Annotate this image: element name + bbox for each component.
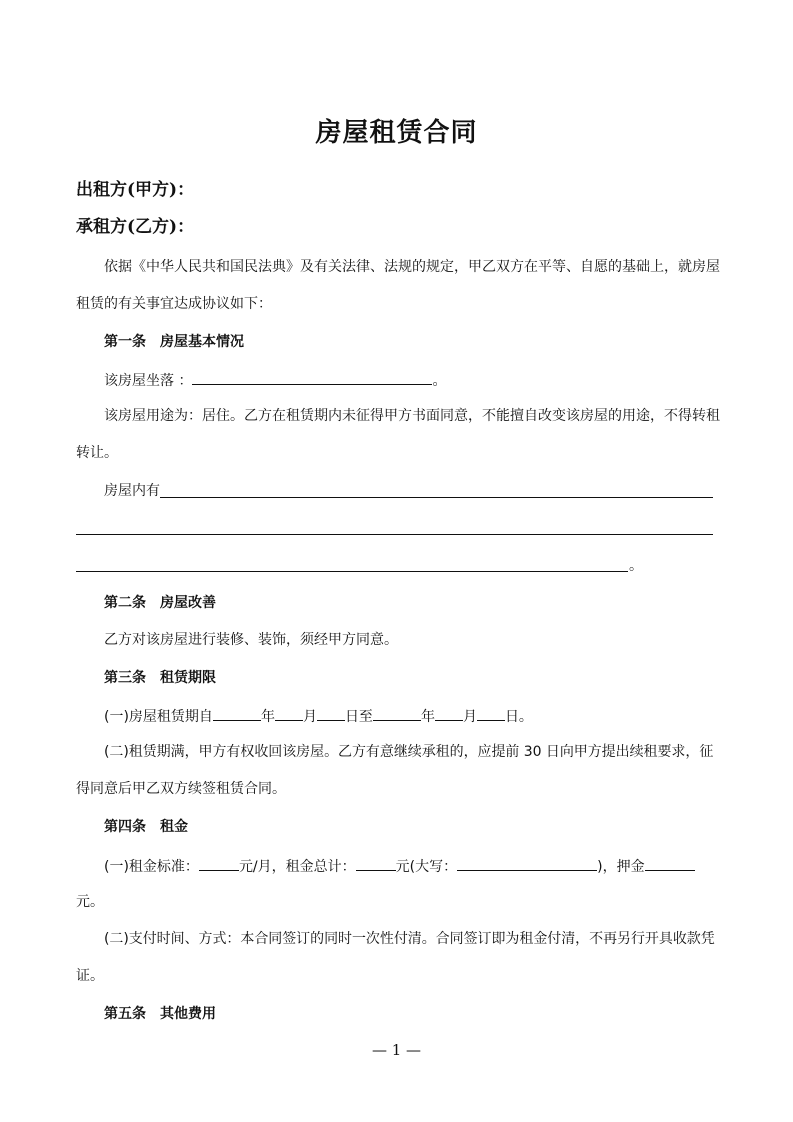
contents-blank-line-2[interactable] <box>76 534 713 535</box>
location-row <box>104 369 446 391</box>
article-2-number: 第二条 <box>104 595 146 611</box>
article-3-heading <box>104 668 216 688</box>
article-2-text: 乙方对该房屋进行装修、装饰，须经甲方同意。 <box>104 632 398 648</box>
renewal-line-1: (二)租赁期满，甲方有权收回该房屋。乙方有意继续承租的，应提前 30 日向甲方提出续租要求，征 <box>104 744 714 760</box>
end-day-blank[interactable] <box>477 705 505 721</box>
start-day-blank[interactable] <box>317 705 345 721</box>
article-2-heading <box>104 593 216 613</box>
location-label: 该房屋坐落 ： <box>104 373 193 389</box>
renewal-line-2: 得同意后甲乙双方续签租赁合同。 <box>76 781 286 797</box>
rent-words-blank[interactable] <box>457 855 597 871</box>
contents-blank-line-3[interactable] <box>76 571 628 572</box>
total-rent-blank[interactable] <box>356 855 396 871</box>
rent-total-label: 元/月，租金总计： <box>238 859 356 875</box>
article-1-heading <box>104 332 244 352</box>
rent-standard-label: (一)租金标准： <box>104 859 199 875</box>
document-title: 房屋租赁合同 <box>315 118 478 148</box>
end-month-blank[interactable] <box>435 705 463 721</box>
article-5-heading <box>104 1004 216 1024</box>
contents-label: 房屋内有 <box>104 483 160 499</box>
article-2-title: 房屋改善 <box>160 595 216 611</box>
month-label: 月 <box>302 709 317 725</box>
article-5-title: 其他费用 <box>160 1006 216 1022</box>
payment-line-2: 证。 <box>76 968 104 984</box>
location-blank[interactable] <box>192 369 432 385</box>
lease-term-row <box>104 705 533 727</box>
article-3-title: 租赁期限 <box>160 670 216 686</box>
start-month-blank[interactable] <box>275 705 303 721</box>
deposit-unit: 元。 <box>76 894 104 910</box>
page-number: — 1 — <box>371 1041 422 1059</box>
article-4-number: 第四条 <box>104 819 146 835</box>
deposit-blank[interactable] <box>645 855 695 871</box>
rent-row <box>104 855 695 877</box>
year-label-2: 年 <box>420 709 435 725</box>
contents-blank-line-1[interactable] <box>160 497 713 498</box>
lessor-label: 出租方(甲方)： <box>76 180 195 200</box>
day-end-label: 日。 <box>504 709 533 725</box>
deposit-label: )，押金 <box>597 859 645 875</box>
article-1-title: 房屋基本情况 <box>160 334 244 350</box>
rent-words-label: 元(大写： <box>395 859 458 875</box>
end-year-blank[interactable] <box>373 705 421 721</box>
lessee-label: 承租方(乙方)： <box>76 217 195 237</box>
article-4-heading <box>104 817 188 837</box>
intro-line-1: 依据《中华人民共和国民法典》及有关法律、法规的规定，甲乙双方在平等、自愿的基础上，就房屋 <box>104 259 720 275</box>
article-1-number: 第一条 <box>104 334 146 350</box>
use-line-2: 转让。 <box>76 445 118 461</box>
location-period: 。 <box>432 373 447 389</box>
year-label: 年 <box>260 709 275 725</box>
article-4-title: 租金 <box>160 819 188 835</box>
day-to-label: 日至 <box>344 709 373 725</box>
monthly-rent-blank[interactable] <box>199 855 239 871</box>
use-line-1: 该房屋用途为：居住。乙方在租赁期内未征得甲方书面同意，不能擅自改变该房屋的用途，不得转租 <box>104 408 720 424</box>
article-5-number: 第五条 <box>104 1006 146 1022</box>
month-label-2: 月 <box>462 709 477 725</box>
intro-line-2: 租赁的有关事宜达成协议如下： <box>76 296 272 312</box>
lease-term-label: (一)房屋租赁期自 <box>104 709 213 725</box>
start-year-blank[interactable] <box>213 705 261 721</box>
contents-period: 。 <box>629 558 643 574</box>
article-3-number: 第三条 <box>104 670 146 686</box>
payment-line-1: (二)支付时间、方式：本合同签订的同时一次性付清。合同签订即为租金付清，不再另行开具收款凭 <box>104 931 715 947</box>
